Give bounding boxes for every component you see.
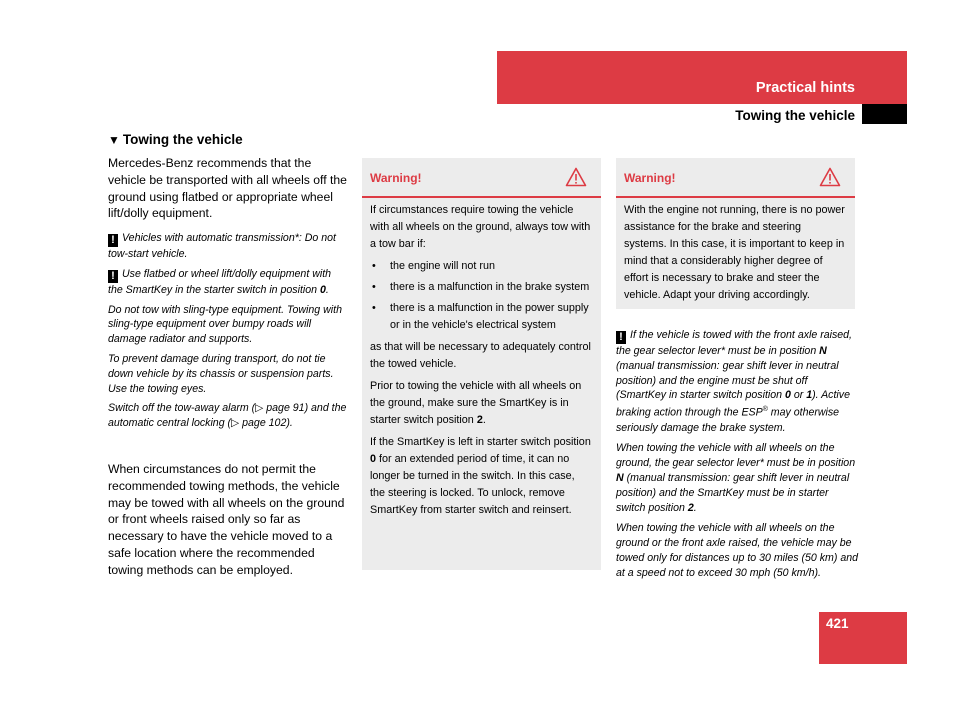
warning-box-header bbox=[616, 158, 855, 198]
header-tab bbox=[862, 104, 907, 124]
exclamation-icon: ! bbox=[108, 270, 118, 283]
warning-triangle-icon bbox=[565, 167, 587, 187]
warning-smartkey-position-2: Prior to towing the vehicle with all wheels on the ground, make sure the SmartKey is in starter switch position 2. bbox=[370, 380, 582, 426]
list-item: • there is a malfunction in the brake system bbox=[370, 279, 592, 296]
note-front-axle-raised: ! If the vehicle is towed with the front axle raised, the gear selector lever* must be in position N (manual transmission: gear shift lever in neutral position) and the engine must be shut off (SmartKey in starter switch position 0 or 1). Active braking action through the ESP® may otherwise seriously damage the brake system. bbox=[616, 329, 852, 434]
warning-text: With the engine not running, there is no power assistance for the brake and steering systems. In this case, it is important to keep in mind that a considerably higher degree of effort is necessary to brake and steer the vehicle. Adapt your driving accordingly. bbox=[624, 204, 845, 301]
warning-after: as that will be necessary to adequately control the towed vehicle. bbox=[370, 341, 591, 370]
triangle-down-icon: ▼ bbox=[108, 133, 120, 147]
warning-label: Warning! bbox=[624, 171, 676, 185]
warning-box-1 bbox=[362, 158, 601, 570]
alternative-towing-paragraph: When circumstances do not permit the recommended towing methods, the vehicle may be towed with all wheels on the ground or front wheels raised only so far as necessary to have the vehicle moved to a safe location where the recommended towing methods can be employed. bbox=[108, 462, 345, 577]
warning-smartkey-position-0: If the SmartKey is left in starter switch position 0 for an extended period of time, it can no longer be turned in the switch. In this case, the steering is locked. To unlock, remove SmartKey from starter switch and reinsert. bbox=[370, 436, 591, 516]
intro-paragraph: Mercedes-Benz recommends that the vehicle be transported with all wheels off the ground using flatbed or appropriate wheel lift/dolly equipment. bbox=[108, 156, 347, 221]
warning-box-body bbox=[624, 202, 846, 309]
warning-triangle-icon bbox=[819, 167, 841, 187]
note-smartkey-position: ! Use flatbed or wheel lift/dolly equipment with the SmartKey in the starter switch in position 0. bbox=[108, 267, 332, 296]
warning-box-header bbox=[362, 158, 601, 198]
exclamation-icon: ! bbox=[616, 331, 626, 344]
warning-box-2 bbox=[616, 158, 855, 309]
page-number: 421 bbox=[826, 616, 849, 631]
note-towing-eyes: To prevent damage during transport, do not tie down vehicle by its chassis or suspension parts. Use the towing eyes. bbox=[108, 352, 334, 395]
exclamation-icon: ! bbox=[108, 234, 118, 247]
notes-column-1 bbox=[108, 231, 348, 436]
warning-box-body bbox=[370, 202, 592, 524]
header-banner bbox=[497, 51, 907, 104]
section-title: Practical hints bbox=[755, 80, 855, 96]
note-automatic-transmission: ! Vehicles with automatic transmission*: Do not tow-start vehicle. bbox=[108, 232, 336, 260]
list-item: • there is a malfunction in the power supply or in the vehicle's electrical system bbox=[370, 300, 592, 334]
note-all-wheels-ground: When towing the vehicle with all wheels on the ground, the gear selector lever* must be in position N (manual transmission: gear shift lever in neutral position) and the SmartKey must be in starter switch position 2. bbox=[616, 442, 856, 514]
warning-bullets bbox=[370, 258, 592, 334]
heading-title: Towing the vehicle bbox=[122, 132, 243, 147]
warning-intro: If circumstances require towing the vehicle with all wheels on the ground, always tow with a tow bar if: bbox=[370, 204, 591, 250]
note-sling-equipment: Do not tow with sling-type equipment. Towing with sling-type equipment over bumpy roads will damage radiator and supports. bbox=[108, 303, 342, 346]
subsection-title: Towing the vehicle bbox=[735, 108, 855, 123]
list-item: • the engine will not run bbox=[370, 258, 592, 275]
note-alarm-locking: Switch off the tow-away alarm (▷ page 91) and the automatic central locking (▷ page 102). bbox=[108, 402, 347, 430]
warning-label: Warning! bbox=[370, 171, 422, 185]
page-heading bbox=[108, 132, 243, 147]
note-distance-speed-limit: When towing the vehicle with all wheels on the ground or the front axle raised, the vehicle may be towed only for distances up to 30 miles (50 km) and at a speed not to exceed 30 mph (50 km/h). bbox=[616, 522, 859, 579]
notes-column-3 bbox=[616, 328, 858, 586]
